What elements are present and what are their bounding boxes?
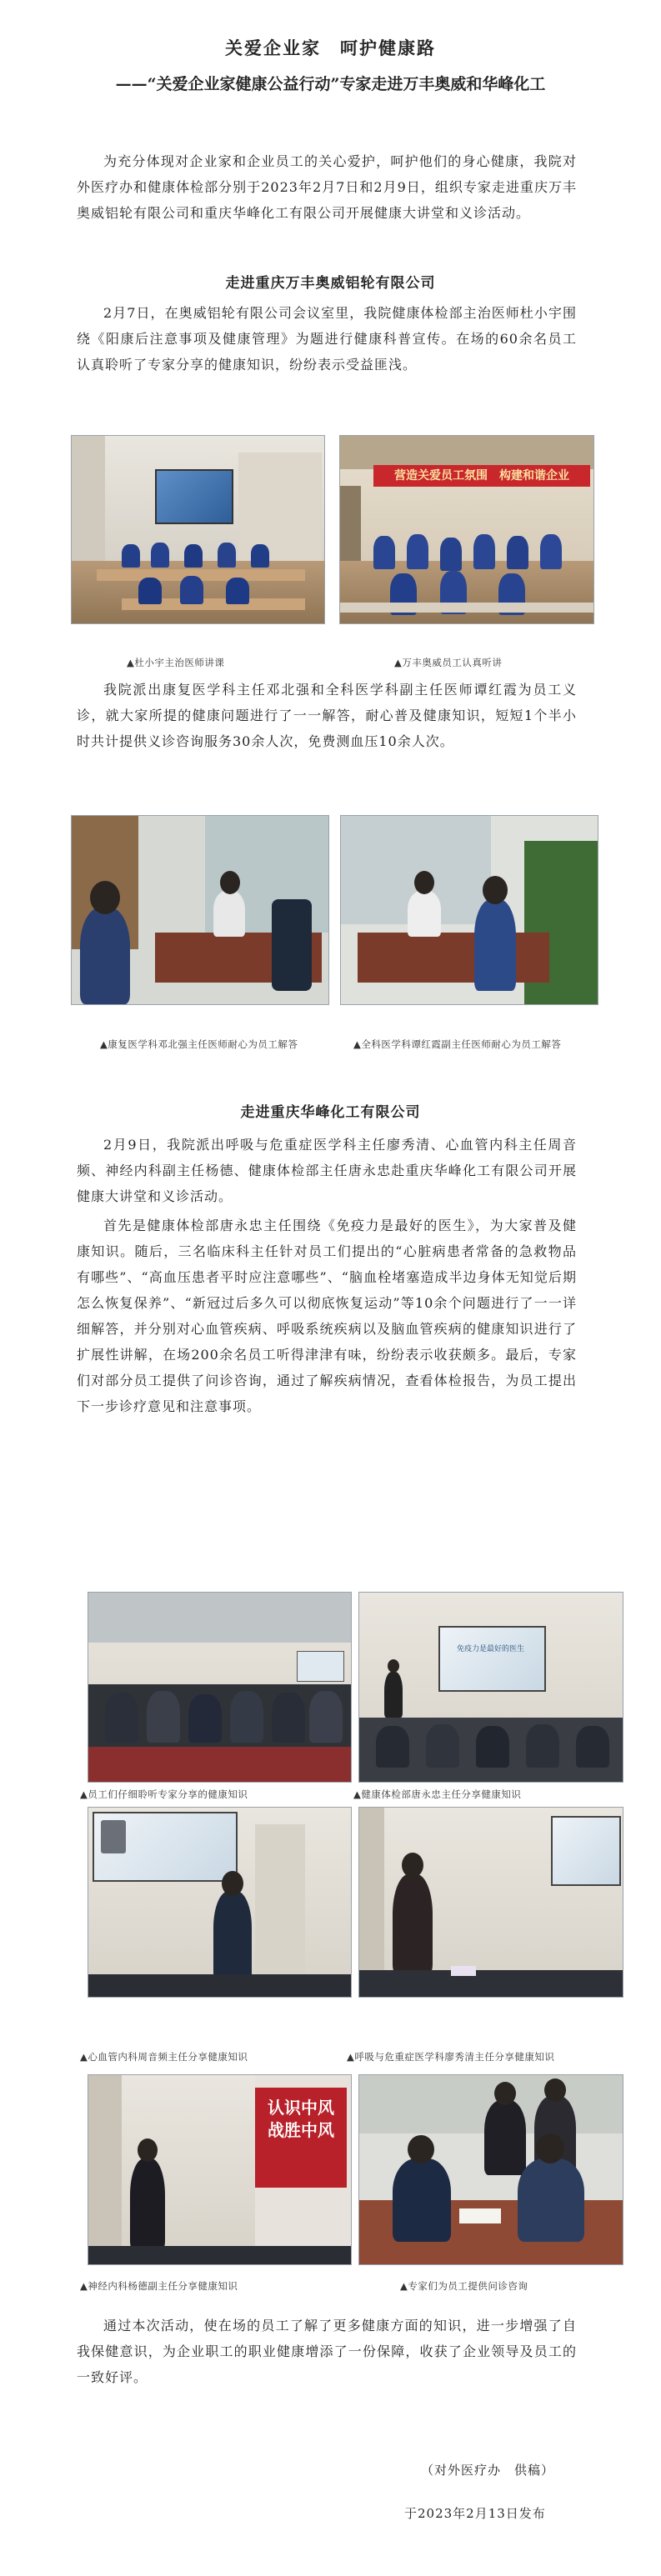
article-title: 关爱企业家 呵护健康路 [225, 38, 436, 58]
closing-paragraph: 通过本次活动，使在场的员工了解了更多健康方面的知识，进一步增强了自我保健意识，为企业职工的职业健康增添了一份保障，收获了企业领导及员工的一致好评。 [77, 2318, 577, 2385]
caption-consultation-deng: ▲康复医学科邓北强主任医师耐心为员工解答 [100, 1038, 298, 1050]
huafeng-paragraph-1: 2月9日，我院派出呼吸与危重症医学科主任廖秀清、心血管内科主任周音频、神经内科副主任杨德、健康体检部主任唐永忠赴重庆华峰化工有限公司开展健康大讲堂和义诊活动。 [77, 1137, 577, 1204]
wanfeng-paragraph-2: 我院派出康复医学科主任邓北强和全科医学科副主任医师谭红霞为员工义诊，就大家所提的健康问题进行了一一解答，耐心普及健康知识，短短1个半小时共计提供义诊咨询服务30余人次，免费测血压10余人次。 [77, 682, 577, 749]
caption-huafeng-audience: ▲员工们仔细聆听专家分享的健康知识 [80, 1788, 248, 1800]
photo-huafeng-audience [88, 1592, 352, 1783]
photo-lecturer [71, 435, 325, 624]
caption-employees-listening: ▲万丰奥威员工认真听讲 [394, 657, 503, 668]
photo-consultation-tan [340, 815, 598, 1005]
intro-paragraph: 为充分体现对企业家和企业员工的关心爱护，呵护他们的身心健康，我院对外医疗办和健康体检部分别于2023年2月7日和2月9日，组织专家走进重庆万丰奥威铝轮有限公司和重庆华峰化工有限公司开展健康大讲堂和义诊活动。 [77, 153, 577, 221]
caption-consultation-tan: ▲全科医学科谭红霞副主任医师耐心为员工解答 [353, 1038, 562, 1050]
photo-consultation-deng [71, 815, 329, 1005]
photo-liao-lecture [358, 1807, 623, 1998]
event-banner: 营造关爱员工氛围 构建和谐企业 [373, 465, 590, 487]
sign-line-2: 战胜中风 [268, 2120, 334, 2140]
caption-yang-lecture: ▲神经内科杨德副主任分享健康知识 [80, 2280, 238, 2292]
section-heading-wanfeng: 走进重庆万丰奥威铝轮有限公司 [225, 275, 436, 292]
caption-lecturer: ▲杜小宇主治医师讲课 [127, 657, 225, 668]
photo-expert-consultation [358, 2074, 623, 2265]
article-subtitle: ——“关爱企业家健康公益行动”专家走进万丰奥威和华峰化工 [115, 75, 546, 93]
wanfeng-paragraph-1: 2月7日，在奥威铝轮有限公司会议室里，我院健康体检部主治医师杜小宇围绕《阳康后注意事项及健康管理》为题进行健康科普宣传。在场的60余名员工认真聆听了专家分享的健康知识，纷纷表示受益匪浅。 [77, 305, 577, 373]
slide-title: 免疫力是最好的医生 [456, 1645, 524, 1653]
caption-expert-consultation: ▲专家们为员工提供问诊咨询 [400, 2280, 528, 2292]
caption-zhou-lecture: ▲心血管内科周音频主任分享健康知识 [80, 2051, 248, 2063]
photo-employees-listening [339, 435, 594, 624]
caption-tang-lecture: ▲健康体检部唐永忠主任分享健康知识 [353, 1788, 522, 1800]
photo-zhou-lecture [88, 1807, 352, 1998]
sign-line-1: 认识中风 [268, 2098, 334, 2118]
stroke-awareness-sign [255, 2088, 347, 2188]
publish-date: 于2023年2月13日发布 [404, 2506, 546, 2521]
section-heading-huafeng: 走进重庆华峰化工有限公司 [240, 1104, 421, 1121]
caption-liao-lecture: ▲呼吸与危重症医学科廖秀清主任分享健康知识 [347, 2051, 555, 2063]
photo-yang-lecture [88, 2074, 352, 2265]
huafeng-paragraph-2: 首先是健康体检部唐永忠主任围绕《免疫力是最好的医生》，为大家普及健康知识。随后，三名临床科主任针对员工们提出的“心脏病患者常备的急救物品有哪些”、“高血压患者平时应注意哪些”、“脑血栓堵塞造成半边身体无知觉后期怎么恢复保养”、“新冠过后多久可以彻底恢复运动”等10余个问题进行了一一详细解答，并分别对心血管疾病、呼吸系统疾病以及脑血管疾病的健康知识进行了扩展性讲解，在场200余名员工听得津津有味，纷纷表示收获颇多。最后，专家们对部分员工提供了问诊咨询，通过了解疾病情况，查看体检报告，为员工提出下一步诊疗意见和注意事项。 [77, 1218, 577, 1414]
source-credit: （对外医疗办 供稿） [421, 2463, 555, 2478]
photo-tang-lecture [358, 1592, 623, 1783]
